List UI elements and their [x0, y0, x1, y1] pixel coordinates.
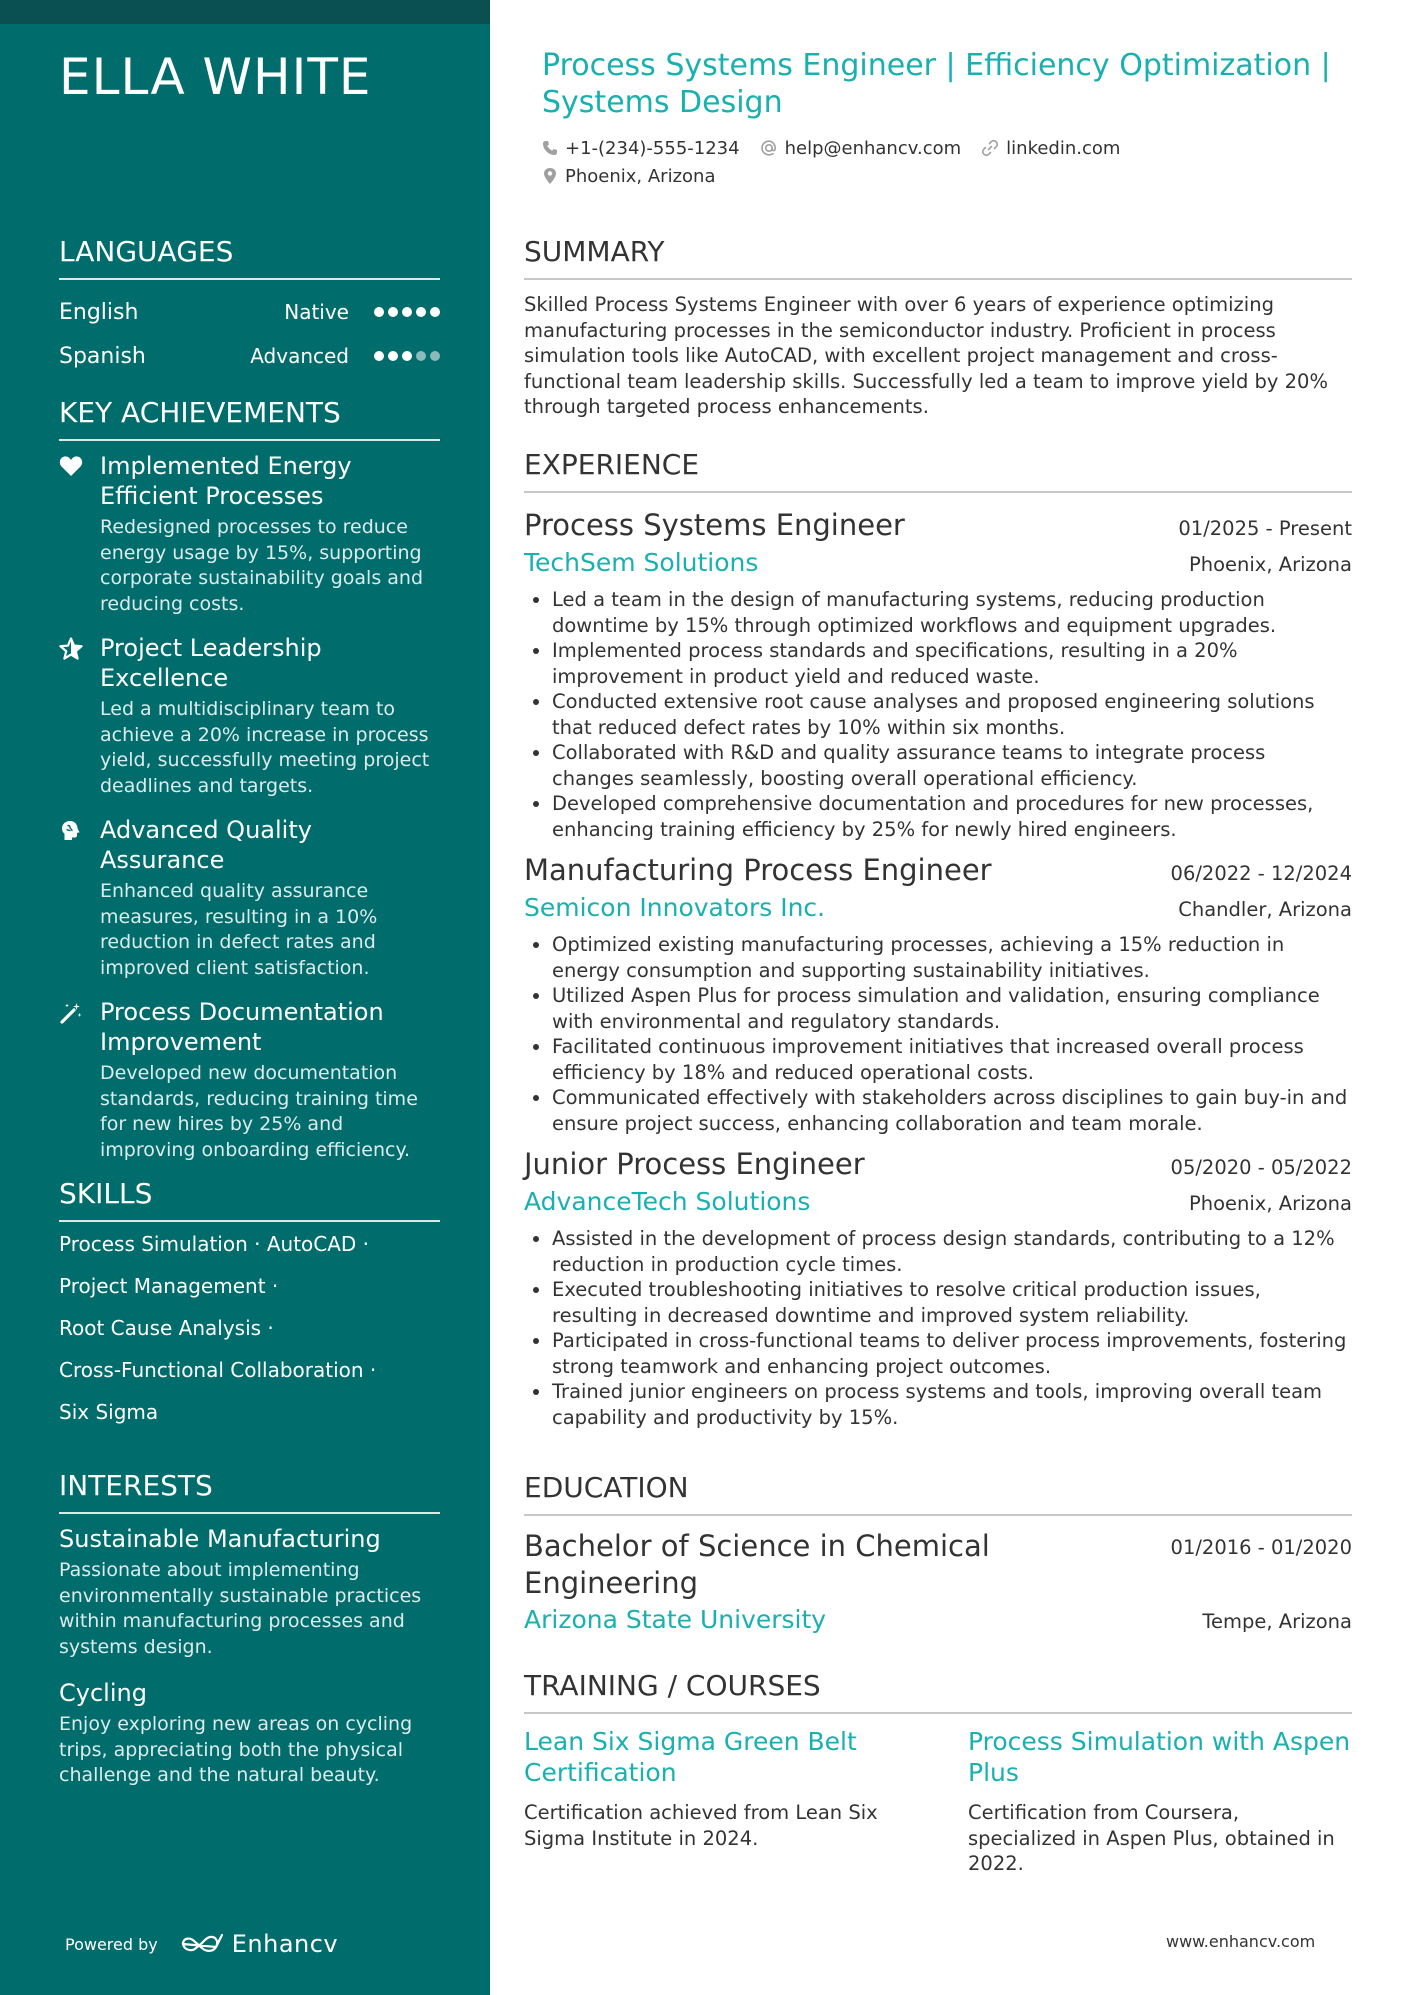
achievement-item [59, 997, 440, 1163]
education-section [524, 1470, 1352, 1638]
school-name: Arizona State University [524, 1605, 827, 1634]
job-entry [524, 1144, 1352, 1430]
interest-item [59, 1524, 440, 1660]
achievement-item [59, 815, 440, 981]
location-pin-icon [542, 167, 558, 185]
job-location: Phoenix, Arizona [1188, 1192, 1352, 1215]
contact-linkedin[interactable] [981, 138, 1120, 159]
rating-dot [416, 307, 426, 317]
rating-dot [430, 351, 440, 361]
contact-phone[interactable] [542, 138, 740, 159]
training-section [524, 1668, 1352, 1877]
email-text: help@enhancv.com [784, 137, 962, 159]
language-name: Spanish [59, 343, 146, 369]
enhancv-logo-icon [180, 1933, 224, 1955]
achievements-heading: KEY ACHIEVEMENTS [59, 395, 440, 441]
interest-description: Passionate about implementing environmentally sustainable practices within manufacturing processes and systems design. [59, 1559, 422, 1658]
job-entry [524, 850, 1352, 1136]
achievement-title: Project Leadership Excellence [100, 634, 322, 692]
job-location: Phoenix, Arizona [1188, 553, 1352, 576]
rating-dot [388, 351, 398, 361]
job-location: Chandler, Arizona [1178, 898, 1352, 921]
skills-section [59, 1176, 440, 1442]
experience-heading: EXPERIENCE [524, 447, 1352, 493]
job-title: Junior Process Engineer [524, 1147, 865, 1181]
location-text: Phoenix, Arizona [565, 165, 716, 187]
footer-url[interactable]: www.enhancv.com [1166, 1932, 1316, 1951]
magic-wand-icon [59, 997, 100, 1163]
job-date: 01/2025 - Present [1178, 517, 1352, 540]
course-description: Certification from Coursera, specialized in Aspen Plus, obtained in 2022. [968, 1801, 1335, 1875]
interest-title: Sustainable Manufacturing [59, 1525, 381, 1553]
job-bullet: Conducted extensive root cause analyses and proposed engineering solutions that reduced defect rates by 10% within six months. [524, 689, 1352, 740]
job-bullet: Implemented process standards and specifications, resulting in a 20% improvement in product yield and reduced waste. [524, 638, 1352, 689]
job-company: AdvanceTech Solutions [524, 1187, 811, 1216]
sidebar [0, 0, 490, 1995]
achievement-title: Implemented Energy Efficient Processes [100, 452, 352, 510]
job-company: Semicon Innovators Inc. [524, 893, 826, 922]
contact-email[interactable] [760, 138, 962, 159]
brain-icon [59, 815, 100, 981]
enhancv-brand-name: Enhancv [231, 1930, 339, 1958]
job-bullet: Assisted in the development of process design standards, contributing to a 12% reduction in production cycle times. [524, 1226, 1352, 1277]
heart-icon [59, 451, 100, 617]
job-date: 06/2022 - 12/2024 [1170, 862, 1352, 885]
language-name: English [59, 299, 139, 325]
course-description: Certification achieved from Lean Six Sigma Institute in 2024. [524, 1801, 878, 1850]
job-bullets [524, 587, 1352, 842]
skill-line: Process Simulation · AutoCAD · [59, 1232, 370, 1256]
interest-title: Cycling [59, 1679, 147, 1707]
job-bullet: Optimized existing manufacturing processes, achieving a 15% reduction in energy consumption and supporting sustainability initiatives. [524, 932, 1352, 983]
language-level: Advanced [250, 344, 349, 368]
degree-title: Bachelor of Science in Chemical Engineering [524, 1529, 990, 1600]
job-bullets [524, 1226, 1352, 1430]
candidate-name: ELLA WHITE [59, 48, 372, 106]
skill-line: Root Cause Analysis · [59, 1316, 274, 1340]
course-title: Lean Six Sigma Green Belt Certification [524, 1727, 857, 1787]
language-level: Native [284, 300, 349, 324]
phone-text: +1-(234)-555-1234 [565, 137, 740, 159]
skill-line: Cross-Functional Collaboration · [59, 1358, 377, 1382]
job-bullet: Participated in cross-functional teams to deliver process improvements, fostering strong teamwork and enhancing project outcomes. [524, 1328, 1352, 1379]
education-date: 01/2016 - 01/2020 [1170, 1536, 1352, 1559]
achievements-section [59, 395, 440, 1179]
phone-icon [542, 140, 558, 156]
achievement-title: Advanced Quality Assurance [100, 816, 312, 874]
training-heading: TRAINING / COURSES [524, 1668, 1352, 1714]
language-row [59, 290, 440, 334]
rating-dot [402, 307, 412, 317]
language-rating [369, 351, 440, 361]
interest-description: Enjoy exploring new areas on cycling trips, appreciating both the physical challenge and the natural beauty. [59, 1713, 413, 1786]
job-bullet: Collaborated with R&D and quality assurance teams to integrate process changes seamlessly, boosting overall operational efficiency. [524, 740, 1352, 791]
course-item [968, 1726, 1352, 1877]
skills-heading: SKILLS [59, 1176, 440, 1222]
summary-section [524, 234, 1352, 420]
skill-line: Project Management · [59, 1274, 279, 1298]
job-bullet: Trained junior engineers on process systems and tools, improving overall team capability and productivity by 15%. [524, 1379, 1352, 1430]
headline: Process Systems Engineer | Efficiency Optimization | Systems Design [542, 48, 1331, 120]
interest-item [59, 1678, 440, 1789]
powered-by-label: Powered by [65, 1934, 158, 1954]
job-bullet: Led a team in the design of manufacturing systems, reducing production downtime by 15% through optimized workflows and equipment upgrades. [524, 587, 1352, 638]
summary-text: Skilled Process Systems Engineer with over 6 years of experience optimizing manufacturing processes in the semiconductor industry. Proficient in process simulation tools like AutoCAD, with excellent project management and cross-functional team leadership skills. Successfully led a team to improve yield by 20% through targeted process enhancements. [524, 293, 1328, 418]
contact-line [542, 162, 1342, 190]
rating-dot [374, 351, 384, 361]
achievement-description: Redesigned processes to reduce energy usage by 15%, supporting corporate sustainability goals and reducing costs. [100, 516, 424, 615]
contact-info [542, 134, 1342, 190]
rating-dot [402, 351, 412, 361]
job-bullet: Communicated effectively with stakeholders across disciplines to gain buy-in and ensure project success, enhancing collaboration and team morale. [524, 1085, 1352, 1136]
experience-section [524, 447, 1352, 1438]
achievement-title: Process Documentation Improvement [100, 998, 384, 1056]
education-heading: EDUCATION [524, 1470, 1352, 1516]
job-bullet: Utilized Aspen Plus for process simulation and validation, ensuring compliance with environmental and regulatory standards. [524, 983, 1352, 1034]
enhancv-logo[interactable] [180, 1930, 338, 1958]
rating-dot [388, 307, 398, 317]
linkedin-text: linkedin.com [1006, 137, 1121, 159]
job-date: 05/2020 - 05/2022 [1170, 1156, 1352, 1179]
languages-heading: LANGUAGES [59, 234, 440, 280]
rating-dot [430, 307, 440, 317]
achievement-item [59, 633, 440, 799]
job-bullets [524, 932, 1352, 1136]
job-entry [524, 505, 1352, 842]
languages-section [59, 234, 440, 378]
language-row [59, 334, 440, 378]
language-rating [369, 307, 440, 317]
job-bullet: Developed comprehensive documentation and procedures for new processes, enhancing training efficiency by 25% for newly hired engineers. [524, 791, 1352, 842]
contact-line [542, 134, 1342, 162]
job-bullet: Facilitated continuous improvement initiatives that increased overall process efficiency by 18% and reduced operational costs. [524, 1034, 1352, 1085]
achievement-item [59, 451, 440, 617]
job-title: Process Systems Engineer [524, 508, 905, 542]
at-icon [760, 139, 778, 157]
summary-heading: SUMMARY [524, 234, 1352, 280]
interests-section [59, 1468, 440, 1807]
link-icon [981, 139, 999, 157]
course-item [524, 1726, 908, 1877]
education-location: Tempe, Arizona [1202, 1610, 1352, 1633]
powered-by [65, 1930, 338, 1958]
achievement-description: Enhanced quality assurance measures, resulting in a 10% reduction in defect rates and improved client satisfaction. [100, 880, 378, 979]
achievement-description: Led a multidisciplinary team to achieve a 20% increase in process yield, successfully meeting project deadlines and targets. [100, 698, 430, 797]
interests-heading: INTERESTS [59, 1468, 440, 1514]
achievement-description: Developed new documentation standards, reducing training time for new hires by 25% and improving onboarding efficiency. [100, 1062, 418, 1161]
job-title: Manufacturing Process Engineer [524, 853, 992, 887]
contact-location [542, 166, 715, 187]
course-title: Process Simulation with Aspen Plus [968, 1727, 1351, 1787]
job-company: TechSem Solutions [524, 548, 759, 577]
rating-dot [416, 351, 426, 361]
job-bullet: Executed troubleshooting initiatives to resolve critical production issues, resulting in decreased downtime and improved system reliability. [524, 1277, 1352, 1328]
star-icon [59, 633, 100, 799]
skill-line: Six Sigma [59, 1400, 159, 1424]
rating-dot [374, 307, 384, 317]
sidebar-top-strip [0, 0, 490, 24]
